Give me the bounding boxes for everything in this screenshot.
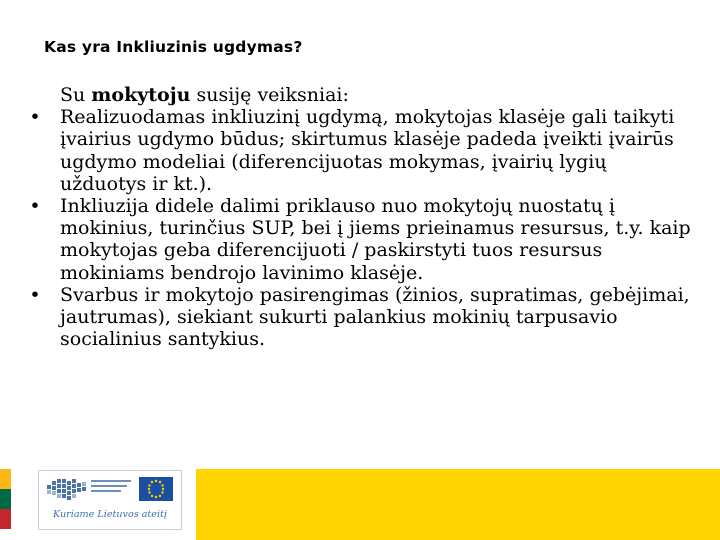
bullet-dot: • bbox=[29, 283, 41, 306]
intro-bold: mokytoju bbox=[91, 84, 191, 106]
bullet-dot: • bbox=[29, 106, 41, 129]
slide-content bbox=[28, 84, 698, 350]
esf-logo bbox=[38, 470, 182, 530]
bullet-dot: • bbox=[29, 195, 41, 218]
eu-flag-icon bbox=[139, 477, 173, 501]
bullet-item bbox=[28, 106, 698, 195]
bullet-item bbox=[28, 284, 698, 351]
footer-yellow-bar bbox=[196, 469, 720, 540]
intro-line bbox=[28, 84, 698, 106]
logo-slogan: Kuriame Lietuvos ateitį bbox=[53, 509, 167, 520]
bullet-text: Realizuodamas inkliuzinį ugdymą, mokytojas klasėje gali taikyti įvairius ugdymo būdus; skirtumus klasėje padeda įveikti įvairūs ugdymo modeliai (diferencijuotas mokymas, įvairių lygių užduotys ir kt.). bbox=[60, 106, 675, 195]
slide-title: Kas yra Inkliuzinis ugdymas? bbox=[44, 38, 303, 56]
lithuanian-flag-strip bbox=[0, 469, 11, 529]
flag-stripe-red bbox=[0, 509, 11, 529]
bullet-text: Svarbus ir mokytojo pasirengimas (žinios, supratimas, gebėjimai, jautrumas), siekiant sukurti palankius mokinių tarpusavio socialinius santykius. bbox=[60, 283, 690, 351]
logo-caption-graphic bbox=[91, 479, 135, 497]
bullet-item bbox=[28, 195, 698, 284]
flag-stripe-green bbox=[0, 489, 11, 509]
intro-suffix: susiję veiksniai: bbox=[190, 84, 349, 106]
flag-stripe-yellow bbox=[0, 469, 11, 489]
bullet-text: Inkliuzija didele dalimi priklauso nuo mokytojų nuostatų į mokinius, turinčius SUP, bei į jiems prieinamus resursus, t.y. kaip mokytojas geba diferencijuoti / paskirstyti tuos resursus mokiniams bendrojo lavinimo klasėje. bbox=[60, 195, 691, 284]
lithuania-map-icon bbox=[45, 477, 91, 503]
intro-prefix: Su bbox=[60, 84, 92, 106]
bullet-list bbox=[28, 106, 698, 350]
